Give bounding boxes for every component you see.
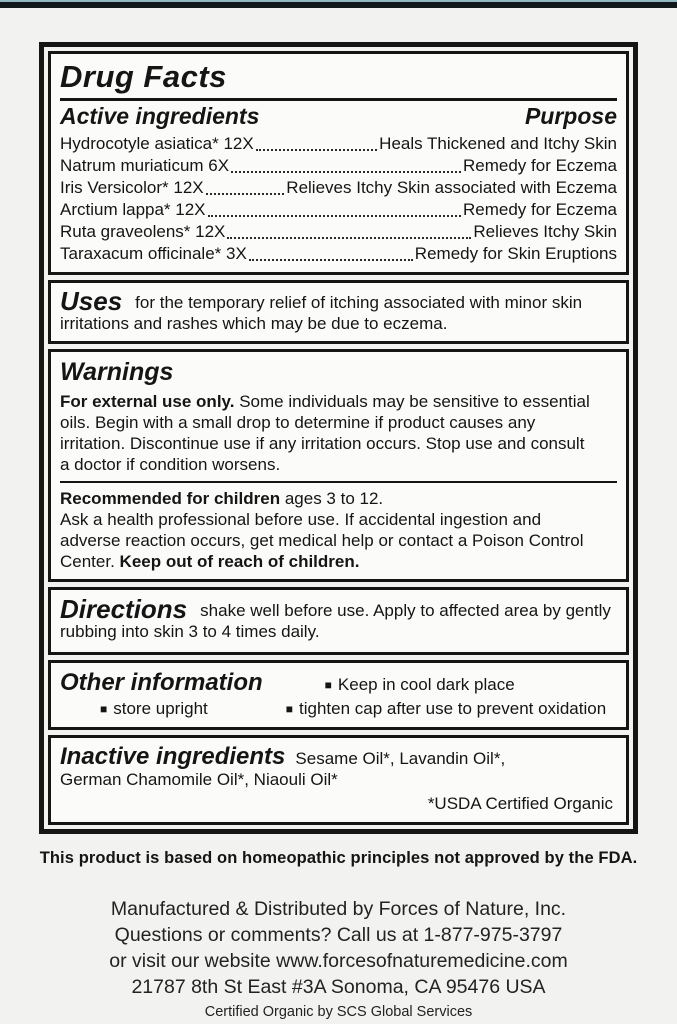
other-information-heading: Other information (60, 669, 263, 696)
bullet-square-icon: ■ (100, 702, 108, 716)
keep-out-of-reach-bold: Keep out of reach of children. (119, 552, 360, 571)
bullet-text: Keep in cool dark place (337, 675, 515, 694)
bullet-square-icon: ■ (324, 678, 332, 692)
recommended-children-ages: ages 3 to 12. (280, 489, 384, 508)
warnings-text: Some individuals may be sensitive to essential oils. Begin with a small drop to determine if product causes any irritation. Discontinue use if any irritation occurs. Stop use and consult a doctor if condition worsens. (60, 392, 590, 474)
uses-text: for the temporary relief of itching associated with minor skin irritations and rashes which may be due to eczema. (60, 293, 583, 333)
bullet-square-icon: ■ (285, 702, 293, 716)
ingredient-purpose: Remedy for Eczema (463, 156, 617, 175)
other-info-row (60, 698, 617, 721)
warnings-bold-lead: For external use only. (60, 392, 235, 411)
ingredient-name: Ruta graveolens* 12X (60, 222, 226, 241)
active-ingredients-heading: Active ingredients (60, 103, 260, 129)
certifier-line: Certified Organic by SCS Global Services (204, 1004, 473, 1020)
inactive-ingredients-text: Sesame Oil*, Lavandin Oil*, German Chamomile Oil*, Niaouli Oil* (60, 749, 506, 789)
package-top-edge (0, 0, 677, 8)
drug-facts-title: Drug Facts (60, 59, 227, 94)
active-ingredients-header (60, 103, 617, 130)
address-line: 21787 8th St East #3A Sonoma, CA 95476 USA (131, 976, 546, 998)
fda-disclaimer: This product is based on homeopathic principles not approved by the FDA. (39, 849, 638, 867)
inactive-ingredients-heading: Inactive ingredients (60, 743, 286, 770)
dotted-leader (249, 259, 413, 261)
ingredient-row (60, 221, 617, 243)
inactive-ingredients-paragraph (60, 743, 617, 790)
ingredient-row (60, 133, 617, 155)
ingredient-row (60, 243, 617, 265)
ingredient-purpose: Heals Thickened and Itchy Skin (379, 134, 617, 153)
section-uses (48, 280, 629, 344)
warnings-paragraph-external-use (60, 391, 617, 475)
ingredient-name: Arctium lappa* 12X (60, 200, 206, 219)
dotted-leader (256, 149, 377, 151)
drug-facts-panel (39, 42, 638, 834)
ingredient-purpose: Relieves Itchy Skin (473, 222, 617, 241)
other-info-bullet (286, 698, 606, 721)
directions-text: shake well before use. Apply to affected area by gently rubbing into skin 3 to 4 times daily. (60, 601, 611, 641)
ingredient-name: Iris Versicolor* 12X (60, 178, 204, 197)
bullet-text: store upright (113, 699, 208, 718)
warnings-divider (60, 481, 617, 483)
uses-heading: Uses (60, 286, 123, 316)
ingredient-purpose: Relieves Itchy Skin associated with Eczema (286, 178, 617, 197)
dotted-leader (227, 237, 471, 239)
dotted-leader (231, 171, 461, 173)
ingredient-name: Natrum muriaticum 6X (60, 156, 230, 175)
ingredient-row (60, 199, 617, 221)
ingredient-name: Taraxacum officinale* 3X (60, 244, 247, 263)
dotted-leader (208, 215, 461, 217)
other-info-bullet (100, 698, 208, 721)
warnings-heading: Warnings (60, 358, 174, 386)
directions-heading: Directions (60, 594, 188, 624)
bullet-text: tighten cap after use to prevent oxidation (299, 699, 607, 718)
poison-control-text: Ask a health professional before use. If accidental ingestion and adverse reaction occurs, get medical help or contact a Poison Control Center. (60, 510, 584, 571)
usda-organic-note: *USDA Certified Organic (427, 794, 613, 813)
ingredient-purpose: Remedy for Skin Eruptions (414, 244, 617, 263)
other-info-row (60, 670, 617, 697)
section-active-ingredients (48, 51, 629, 275)
title-divider (60, 98, 617, 101)
manufacturer-block (0, 896, 677, 1023)
warnings-children-line (60, 488, 617, 509)
warnings-paragraph-poison-control (60, 509, 617, 572)
section-warnings (48, 349, 629, 582)
ingredient-name: Hydrocotyle asiatica* 12X (60, 134, 254, 153)
dotted-leader (206, 193, 285, 195)
ingredient-row (60, 177, 617, 199)
section-inactive-ingredients (48, 735, 629, 825)
ingredient-row (60, 155, 617, 177)
purpose-heading: Purpose (524, 103, 617, 129)
section-directions (48, 587, 629, 655)
recommended-children-bold: Recommended for children (60, 489, 281, 508)
ingredient-purpose: Remedy for Eczema (463, 200, 617, 219)
other-info-bullet (325, 674, 515, 697)
phone-line: Questions or comments? Call us at 1-877-975-3797 (114, 924, 563, 946)
website-line: or visit our website www.forcesofnaturemedicine.com (109, 950, 568, 972)
section-other-information (48, 660, 629, 730)
manufacturer-line: Manufactured & Distributed by Forces of Nature, Inc. (110, 898, 567, 920)
